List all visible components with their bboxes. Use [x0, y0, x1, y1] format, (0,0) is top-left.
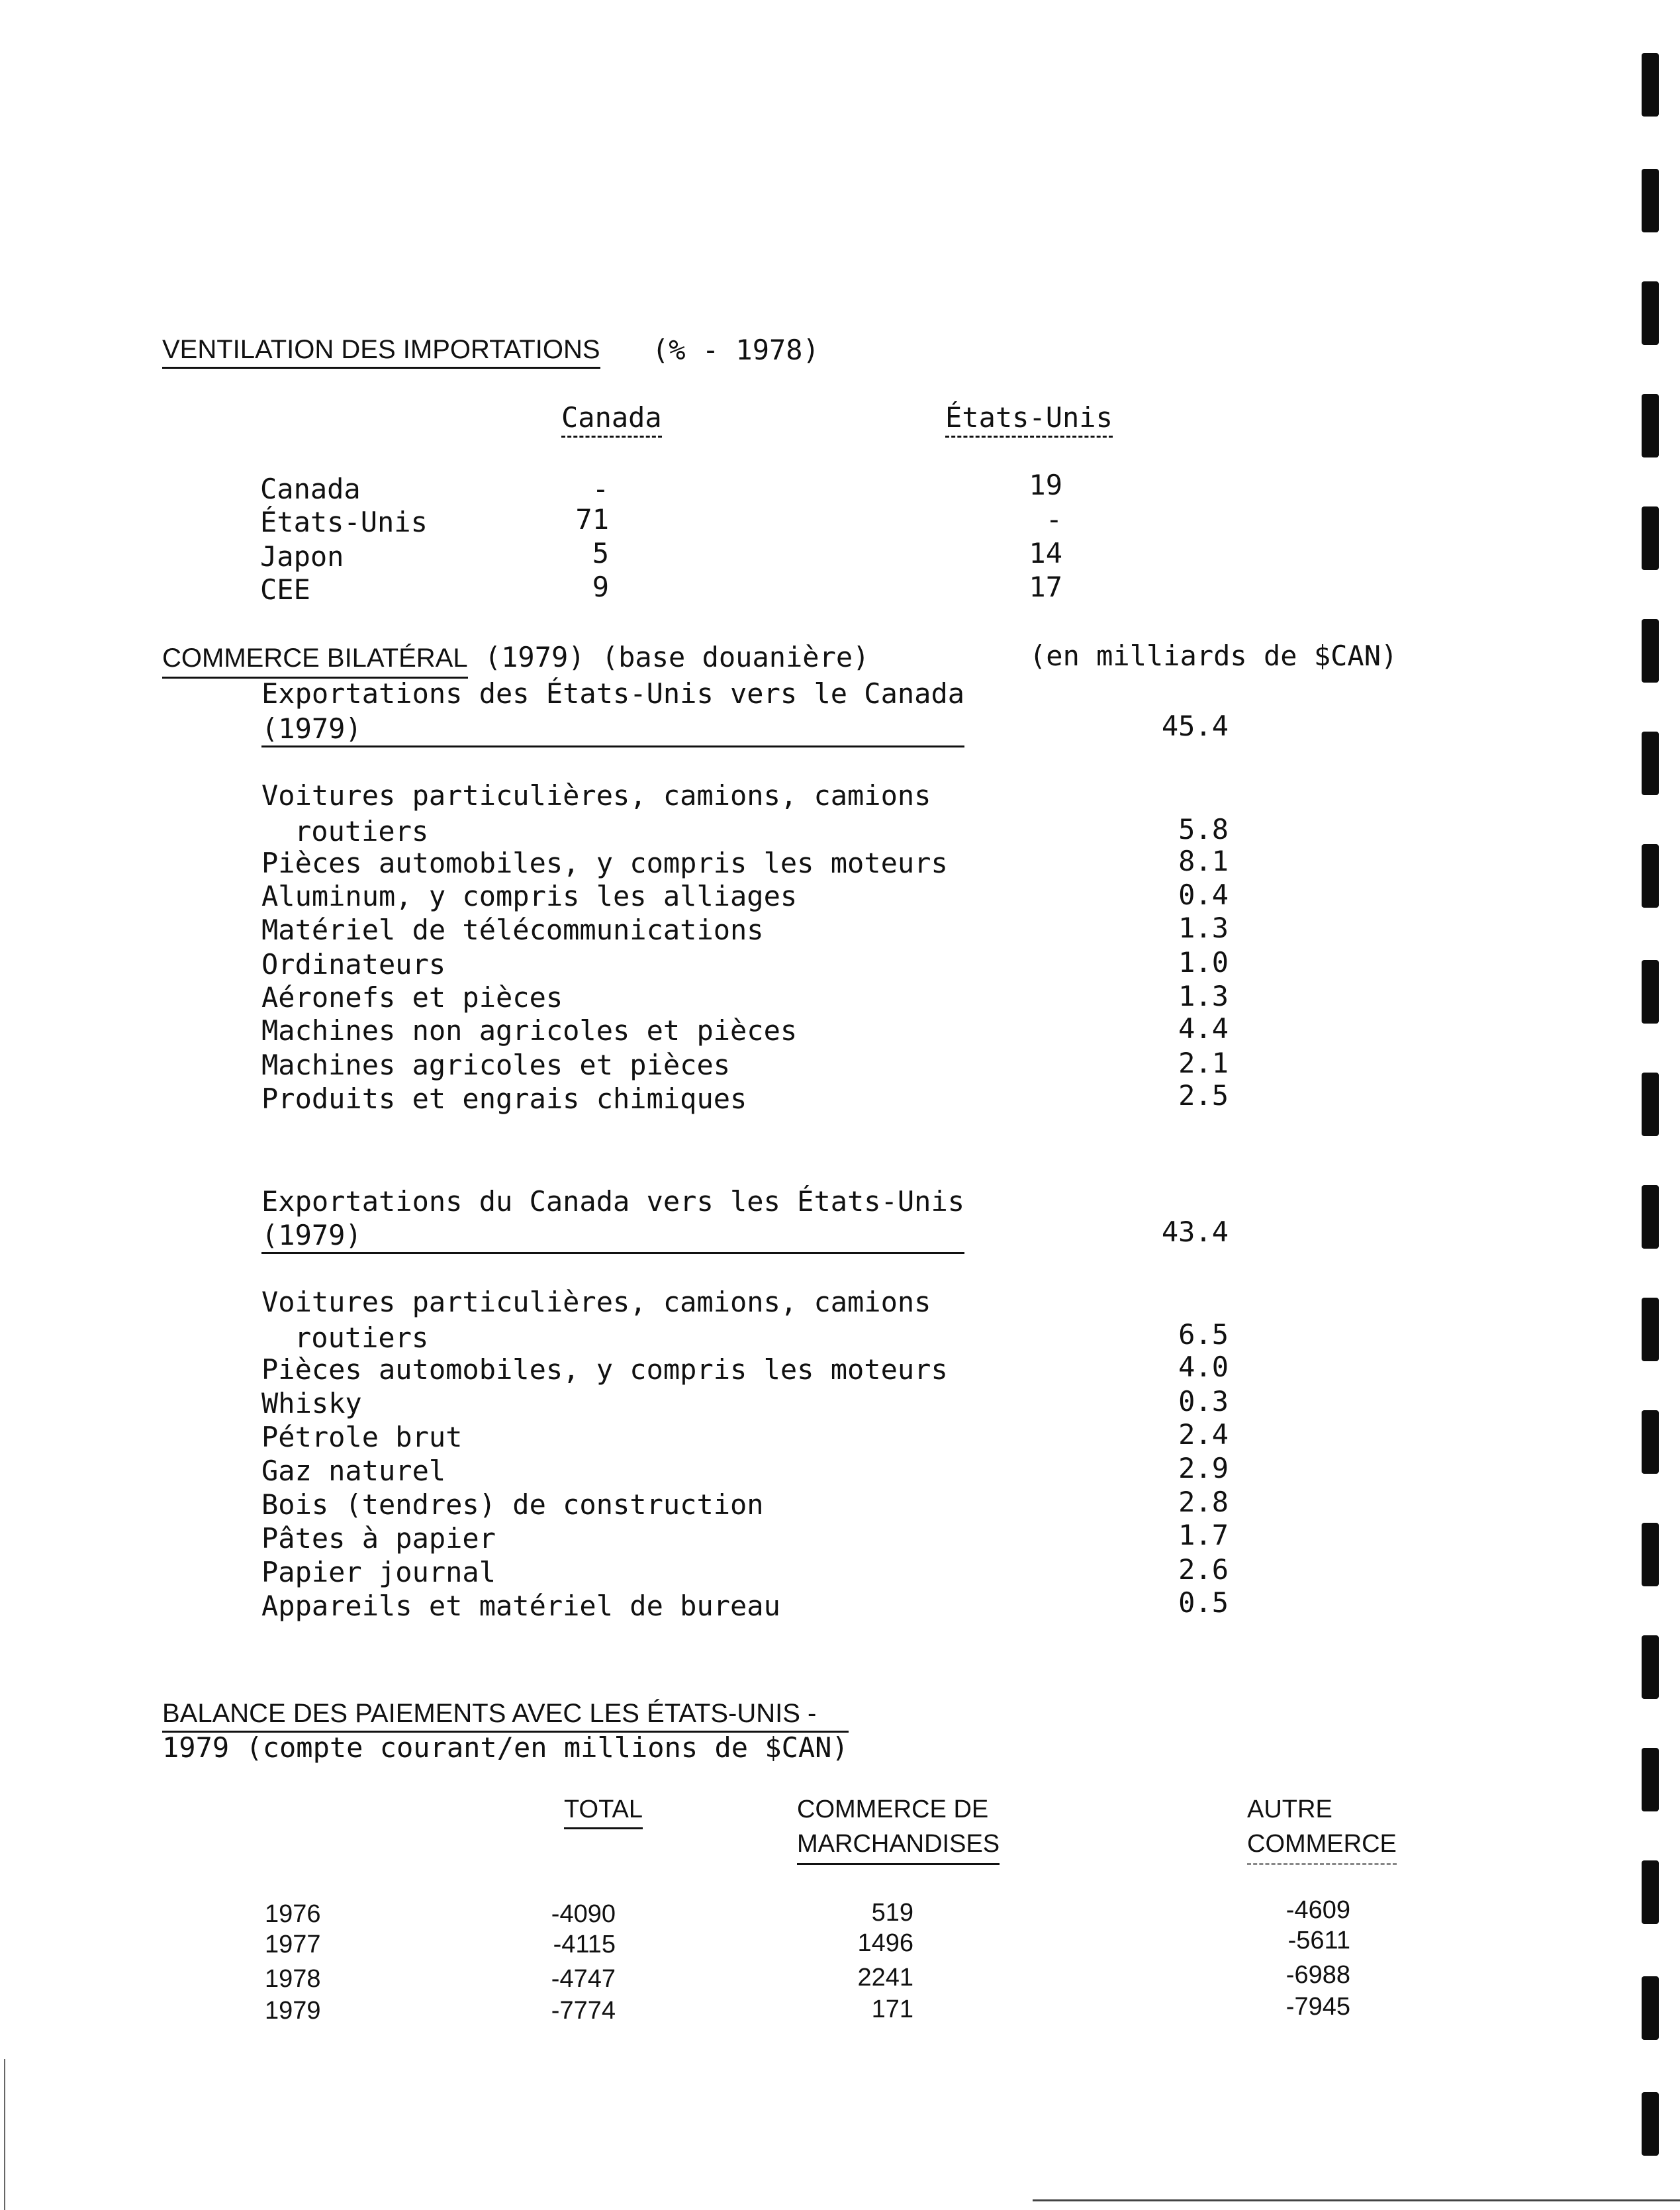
balance-title-1: BALANCE DES PAIEMENTS AVEC LES ÉTATS-UNIS - — [162, 1699, 817, 1728]
table-row-total: -4747 — [551, 1965, 616, 1993]
balance-col-total: TOTAL — [564, 1797, 643, 1829]
imports-row-canada: 9 — [592, 571, 609, 603]
list-item: Machines non agricoles et pièces — [261, 1014, 798, 1047]
list-value: 2.9 — [1178, 1452, 1229, 1484]
ca-exports-heading: Exportations du Canada vers les États-Unis — [261, 1185, 965, 1218]
list-item: Aéronefs et pièces — [261, 981, 563, 1014]
table-row-other: -7945 — [1285, 1993, 1350, 2021]
imports-period: (% - 1978) — [652, 334, 819, 366]
imports-row-us: 17 — [1029, 571, 1062, 603]
bilateral-title: COMMERCE BILATÉRAL — [162, 644, 468, 679]
table-row-year: 1976 — [265, 1900, 321, 1928]
list-item: Pétrole brut — [261, 1421, 463, 1453]
table-row-year: 1977 — [265, 1931, 321, 1958]
list-item-cont: routiers — [295, 1321, 429, 1354]
table-row-year: 1978 — [265, 1965, 321, 1993]
imports-col-us: États-Unis — [945, 404, 1113, 438]
list-value: 2.8 — [1178, 1486, 1229, 1518]
us-exports-total: 45.4 — [1161, 710, 1229, 742]
table-row-other: -6988 — [1285, 1961, 1350, 1989]
ca-exports-total: 43.4 — [1161, 1216, 1229, 1248]
imports-row-label: Canada — [260, 473, 361, 505]
imports-title: VENTILATION DES IMPORTATIONS — [162, 336, 600, 369]
list-item: Matériel de télécommunications — [261, 914, 764, 946]
list-value: 4.0 — [1178, 1351, 1229, 1383]
scan-edge-bottom — [1033, 2199, 1680, 2201]
list-value: 1.7 — [1178, 1519, 1229, 1551]
table-row-year: 1979 — [265, 1997, 321, 2025]
list-item: Pièces automobiles, y compris les moteurs — [261, 847, 948, 879]
us-exports-heading: Exportations des États-Unis vers le Canada — [261, 677, 965, 710]
imports-row-canada: 71 — [575, 503, 609, 536]
list-item: Voitures particulières, camions, camions — [261, 1286, 931, 1318]
imports-col-canada: Canada — [561, 404, 662, 438]
table-row-other: -4609 — [1285, 1896, 1350, 1924]
list-item: Pâtes à papier — [261, 1522, 496, 1555]
list-value: 0.3 — [1178, 1385, 1229, 1417]
table-row-merch: 171 — [871, 1995, 913, 2023]
table-row-merch: 1496 — [857, 1929, 913, 1957]
imports-row-label: États-Unis — [260, 506, 428, 538]
balance-col-merch-1: COMMERCE DE — [797, 1796, 989, 1823]
imports-row-us: - — [1045, 503, 1062, 536]
list-item: Aluminum, y compris les alliages — [261, 880, 798, 912]
list-value: 8.1 — [1178, 845, 1229, 877]
list-item: Papier journal — [261, 1556, 496, 1588]
imports-row-canada: - — [592, 473, 609, 505]
list-item-cont: routiers — [295, 815, 429, 847]
list-value: 1.3 — [1178, 912, 1229, 944]
us-exports-year: (1979) — [261, 715, 964, 747]
list-item: Pièces automobiles, y compris les moteurs — [261, 1353, 948, 1386]
ca-exports-year: (1979) — [261, 1222, 964, 1254]
balance-col-merch-2: MARCHANDISES — [797, 1831, 1000, 1865]
list-item: Produits et engrais chimiques — [261, 1082, 747, 1115]
list-item: Voitures particulières, camions, camions — [261, 779, 931, 812]
table-row-total: -4115 — [553, 1931, 616, 1958]
list-item: Whisky — [261, 1387, 362, 1419]
list-value: 6.5 — [1178, 1318, 1229, 1351]
balance-col-other-1: AUTRE — [1247, 1796, 1332, 1823]
table-row-other: -5611 — [1287, 1927, 1350, 1954]
list-value: 2.6 — [1178, 1553, 1229, 1586]
bilateral-heading — [162, 641, 870, 673]
list-item: Bois (tendres) de construction — [261, 1488, 764, 1521]
balance-col-other-2: COMMERCE — [1247, 1831, 1397, 1865]
list-value: 2.4 — [1178, 1418, 1229, 1451]
list-item: Gaz naturel — [261, 1455, 446, 1487]
list-value: 4.4 — [1178, 1012, 1229, 1045]
balance-title-2: 1979 (compte courant/en millions de $CAN) — [162, 1731, 849, 1764]
list-value: 5.8 — [1178, 813, 1229, 845]
imports-row-canada: 5 — [592, 537, 609, 569]
list-item: Appareils et matériel de bureau — [261, 1590, 780, 1622]
imports-row-label: Japon — [260, 540, 344, 573]
list-value: 2.1 — [1178, 1047, 1229, 1079]
table-row-merch: 2241 — [857, 1964, 913, 1992]
list-value: 2.5 — [1178, 1079, 1229, 1112]
bilateral-unit: (en milliards de $CAN) — [1029, 640, 1398, 672]
list-value: 1.3 — [1178, 980, 1229, 1012]
list-value: 1.0 — [1178, 946, 1229, 979]
list-item: Machines agricoles et pièces — [261, 1049, 731, 1081]
table-row-total: -4090 — [551, 1900, 616, 1928]
imports-row-label: CEE — [260, 573, 310, 606]
imports-row-us: 14 — [1029, 537, 1062, 569]
list-value: 0.4 — [1178, 879, 1229, 911]
list-item: Ordinateurs — [261, 948, 446, 981]
bilateral-subtitle: (1979) (base douanière) — [484, 641, 870, 673]
scan-edge-left — [4, 2059, 5, 2210]
imports-row-us: 19 — [1029, 469, 1062, 501]
table-row-total: -7774 — [551, 1997, 616, 2025]
table-row-merch: 519 — [871, 1899, 913, 1927]
list-value: 0.5 — [1178, 1586, 1229, 1619]
